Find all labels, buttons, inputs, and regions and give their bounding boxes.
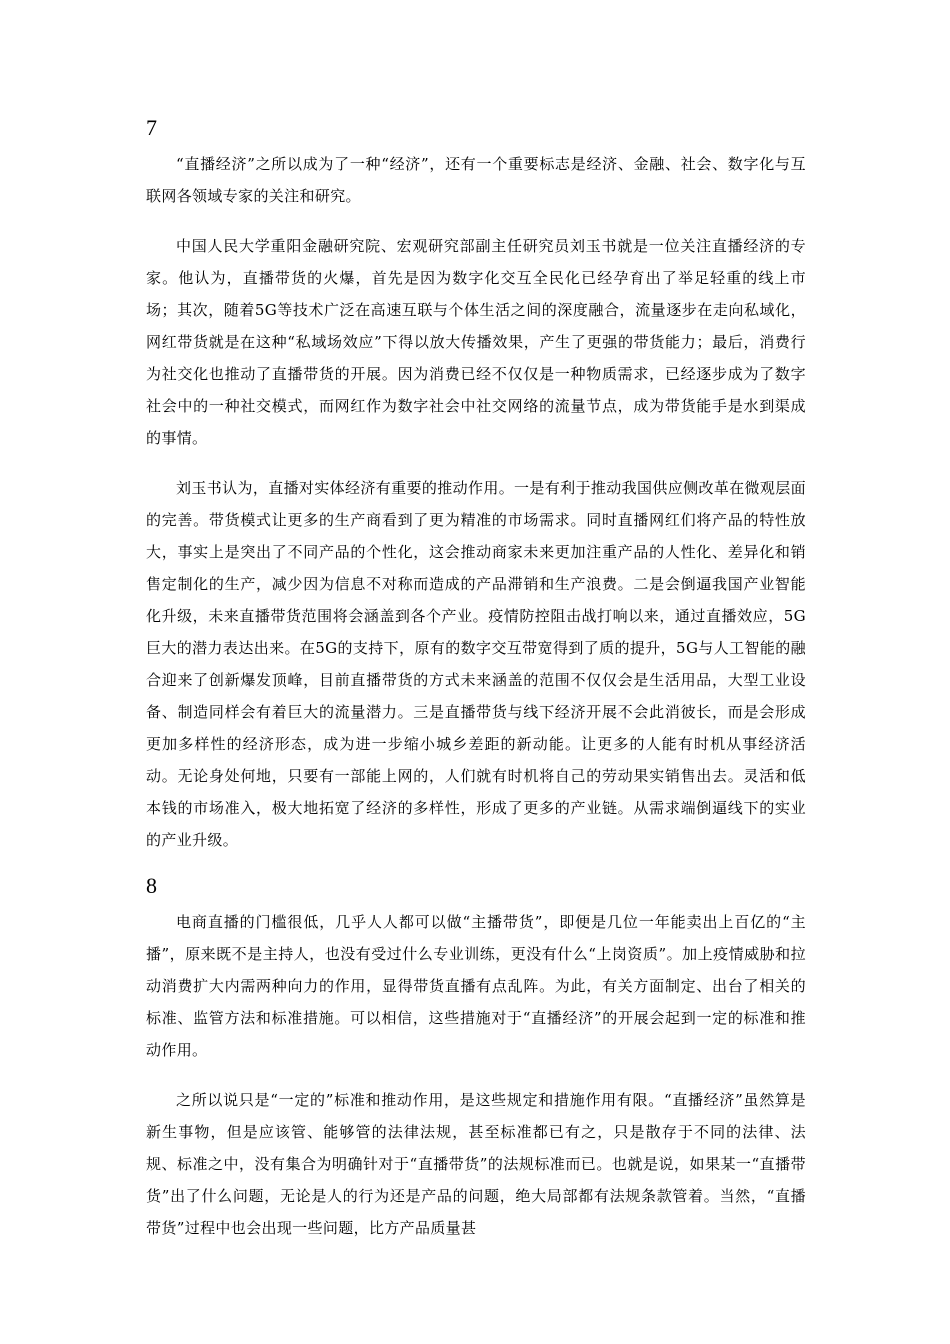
- section-7: [146, 112, 806, 856]
- paragraph: 刘玉书认为，直播对实体经济有重要的推动作用。一是有利于推动我国供应侧改革在微观层面的完善。带货模式让更多的生产商看到了更为精准的市场需求。同时直播网红们将产品的特性放大，事实上是突出了不同产品的个性化，这会推动商家未来更加注重产品的人性化、差异化和销售定制化的生产，减少因为信息不对称而造成的产品滞销和生产浪费。二是会倒逼我国产业智能化升级，未来直播带货范围将会涵盖到各个产业。疫情防控阻击战打响以来，通过直播效应，5G巨大的潜力表达出来。在5G的支持下，原有的数字交互带宽得到了质的提升，5G与人工智能的融合迎来了创新爆发顶峰，目前直播带货的方式未来涵盖的范围不仅仅会是生活用品，大型工业设备、制造同样会有着巨大的流量潜力。三是直播带货与线下经济开展不会此消彼长，而是会形成更加多样性的经济形态，成为进一步缩小城乡差距的新动能。让更多的人能有时机从事经济活动。无论身处何地，只要有一部能上网的，人们就有时机将自己的劳动果实销售出去。灵活和低本钱的市场准入，极大地拓宽了经济的多样性，形成了更多的产业链。从需求端倒逼线下的实业的产业升级。: [146, 479, 806, 849]
- section-number: 7: [146, 115, 157, 140]
- section-number: 8: [146, 873, 157, 898]
- paragraph: 电商直播的门槛很低，几乎人人都可以做“主播带货”，即便是几位一年能卖出上百亿的“主播”，原来既不是主持人，也没有受过什么专业训练，更没有什么“上岗资质”。加上疫情威胁和拉动消费扩大内需两种向力的作用，显得带货直播有点乱阵。为此，有关方面制定、出台了相关的标准、监管方法和标准措施。可以相信，这些措施对于“直播经济”的开展会起到一定的标准和推动作用。: [146, 913, 806, 1059]
- document-body: [146, 112, 806, 1262]
- paragraph: 中国人民大学重阳金融研究院、宏观研究部副主任研究员刘玉书就是一位关注直播经济的专家。他认为，直播带货的火爆，首先是因为数字化交互全民化已经孕育出了举足轻重的线上市场；其次，随着5G等技术广泛在高速互联与个体生活之间的深度融合，流量逐步在走向私域化，网红带货就是在这种“私域场效应”下得以放大传播效果，产生了更强的带货能力；最后，消费行为社交化也推动了直播带货的开展。因为消费已经不仅仅是一种物质需求，已经逐步成为了数字社会中的一种社交模式，而网红作为数字社会中社交网络的流量节点，成为带货能手是水到渠成的事情。: [146, 237, 806, 447]
- paragraph: “直播经济”之所以成为了一种“经济”，还有一个重要标志是经济、金融、社会、数字化与互联网各领域专家的关注和研究。: [146, 155, 806, 205]
- paragraph: 之所以说只是“一定的”标准和推动作用，是这些规定和措施作用有限。“直播经济”虽然算是新生事物，但是应该管、能够管的法律法规，甚至标准都已有之，只是散存于不同的法律、法规、标准之中，没有集合为明确针对于“直播带货”的法规标准而已。也就是说，如果某一“直播带货”出了什么问题，无论是人的行为还是产品的问题，绝大局部都有法规条款管着。当然，“直播带货”过程中也会出现一些问题，比方产品质量甚: [146, 1091, 806, 1237]
- section-8: [146, 870, 806, 1244]
